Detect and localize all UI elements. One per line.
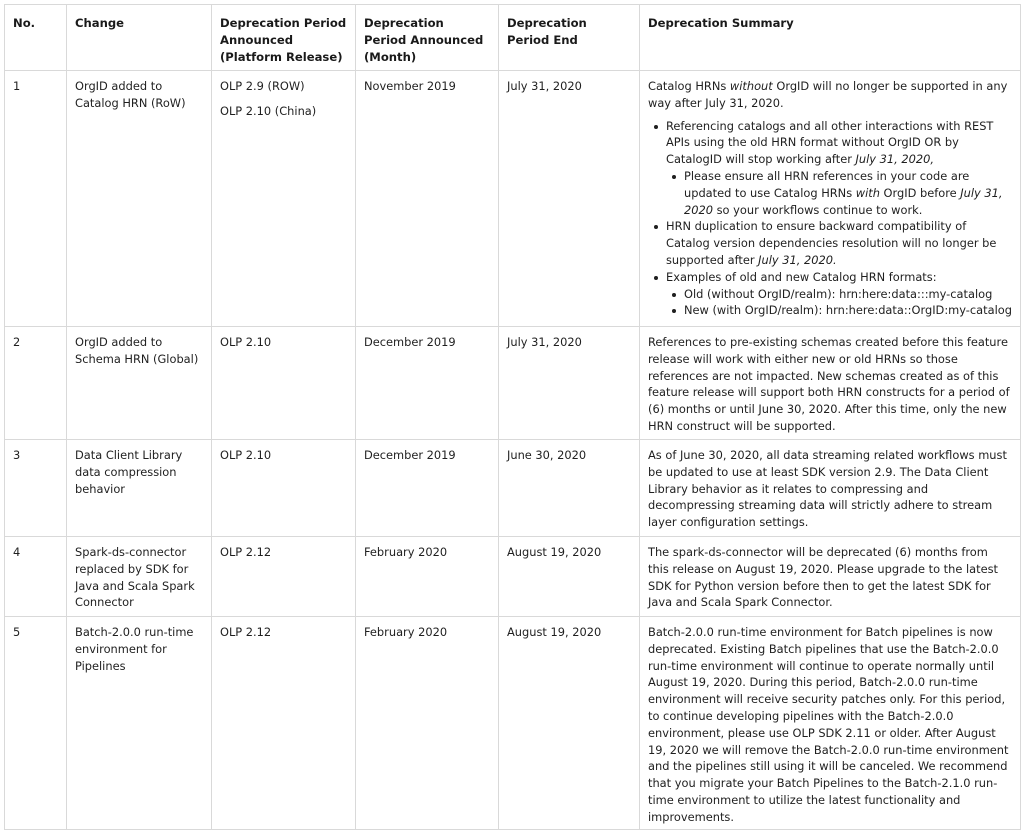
header-summary: Deprecation Summary [640, 5, 1021, 71]
cell-month: December 2019 [356, 440, 499, 537]
header-row [5, 5, 1021, 71]
cell-change: Batch-2.0.0 run-time environment for Pipelines [67, 617, 212, 830]
cell-change: Data Client Library data compression behavior [67, 440, 212, 537]
cell-month: November 2019 [356, 71, 499, 327]
release-china: OLP 2.10 (China) [220, 103, 317, 118]
table-row [5, 327, 1021, 440]
header-period-end: Deprecation Period End [499, 5, 640, 71]
header-announced-month: Deprecation Period Announced (Month) [356, 5, 499, 71]
cell-end: June 30, 2020 [499, 440, 640, 537]
table-row [5, 71, 1021, 327]
cell-change: OrgID added to Schema HRN (Global) [67, 327, 212, 440]
cell-end: July 31, 2020 [499, 71, 640, 327]
cell-no: 2 [5, 327, 67, 440]
cell-change: OrgID added to Catalog HRN (RoW) [67, 71, 212, 327]
list-item: Old (without OrgID/realm): hrn:here:data:::my-catalog [684, 286, 1012, 303]
summary-intro: Catalog HRNs without OrgID will no longer be supported in any way after July 31, 2020. [648, 79, 1008, 110]
header-no: No. [5, 5, 67, 71]
list-item: New (with OrgID/realm): hrn:here:data::OrgID:my-catalog [684, 303, 1012, 318]
cell-summary: Batch-2.0.0 run-time environment for Batch pipelines is now deprecated. Existing Batch pipelines that use the Batch-2.0.0 run-time environment will continue to operate normally until August 19, 2020. During this period, Batch-2.0.0 run-time environment will receive security patches only. For this period, to continue developing pipelines with the Batch-2.0.0 environment, please use OLP SDK 2.11 or older. After August 19, 2020 we will remove the Batch-2.0.0 run-time environment and the pipelines still using it will be canceled. We recommend that you migrate your Batch Pipelines to the Batch-2.1.0 run-time environment to utilize the latest functionality and improvements. [640, 617, 1021, 830]
cell-no: 4 [5, 537, 67, 617]
cell-summary [640, 71, 1021, 327]
cell-summary: References to pre-existing schemas created before this feature release will work with either new or old HRNs so those references are not impacted. New schemas created as of this feature release will support both HRN constructs for a period of (6) months or until June 30, 2020. After this time, only the new HRN construct will be supported. [640, 327, 1021, 440]
cell-summary: The spark-ds-connector will be deprecated (6) months from this release on August 19, 2020. Please upgrade to the latest SDK for Python version before then to get the latest SDK for Java and Scala Spark Connector. [640, 537, 1021, 617]
cell-release: OLP 2.10 [212, 440, 356, 537]
cell-release: OLP 2.12 [212, 617, 356, 830]
cell-release: OLP 2.10 [212, 327, 356, 440]
list-item: Referencing catalogs and all other interactions with REST APIs using the old HRN format without OrgID OR by CatalogID will stop working after July 31, 2020, Please ensure all HRN references in your code are updated to use Catalog HRNs with OrgID before July 31, 2020 so your workflows continue to work. [666, 118, 1012, 219]
table-row [5, 537, 1021, 617]
table-row [5, 440, 1021, 537]
release-row: OLP 2.9 (ROW) [220, 79, 305, 93]
header-announced-release: Deprecation Period Announced (Platform Release) [212, 5, 356, 71]
deprecation-table [4, 4, 1021, 830]
cell-no: 3 [5, 440, 67, 537]
cell-summary: As of June 30, 2020, all data streaming related workflows must be updated to use at least SDK version 2.9. The Data Client Library behavior as it relates to compressing and decompressing streaming data will strictly adhere to stream layer configuration settings. [640, 440, 1021, 537]
cell-release [212, 71, 356, 327]
cell-end: August 19, 2020 [499, 537, 640, 617]
cell-release: OLP 2.12 [212, 537, 356, 617]
cell-month: December 2019 [356, 327, 499, 440]
summary-list [648, 118, 1012, 320]
cell-month: February 2020 [356, 537, 499, 617]
cell-month: February 2020 [356, 617, 499, 830]
list-item: Please ensure all HRN references in your code are updated to use Catalog HRNs with OrgID before July 31, 2020 so your workflows continue to work. [684, 168, 1012, 218]
header-change: Change [67, 5, 212, 71]
table-row [5, 617, 1021, 830]
list-item: Examples of old and new Catalog HRN formats: Old (without OrgID/realm): hrn:here:data:::my-catalog New (with OrgID/realm): hrn:here:data::OrgID:my-catalog [666, 269, 1012, 318]
cell-end: August 19, 2020 [499, 617, 640, 830]
cell-no: 5 [5, 617, 67, 830]
list-item: HRN duplication to ensure backward compatibility of Catalog version dependencies resolution will no longer be supported after July 31, 2020. [666, 218, 1012, 268]
cell-change: Spark-ds-connector replaced by SDK for Java and Scala Spark Connector [67, 537, 212, 617]
cell-no: 1 [5, 71, 67, 327]
cell-end: July 31, 2020 [499, 327, 640, 440]
